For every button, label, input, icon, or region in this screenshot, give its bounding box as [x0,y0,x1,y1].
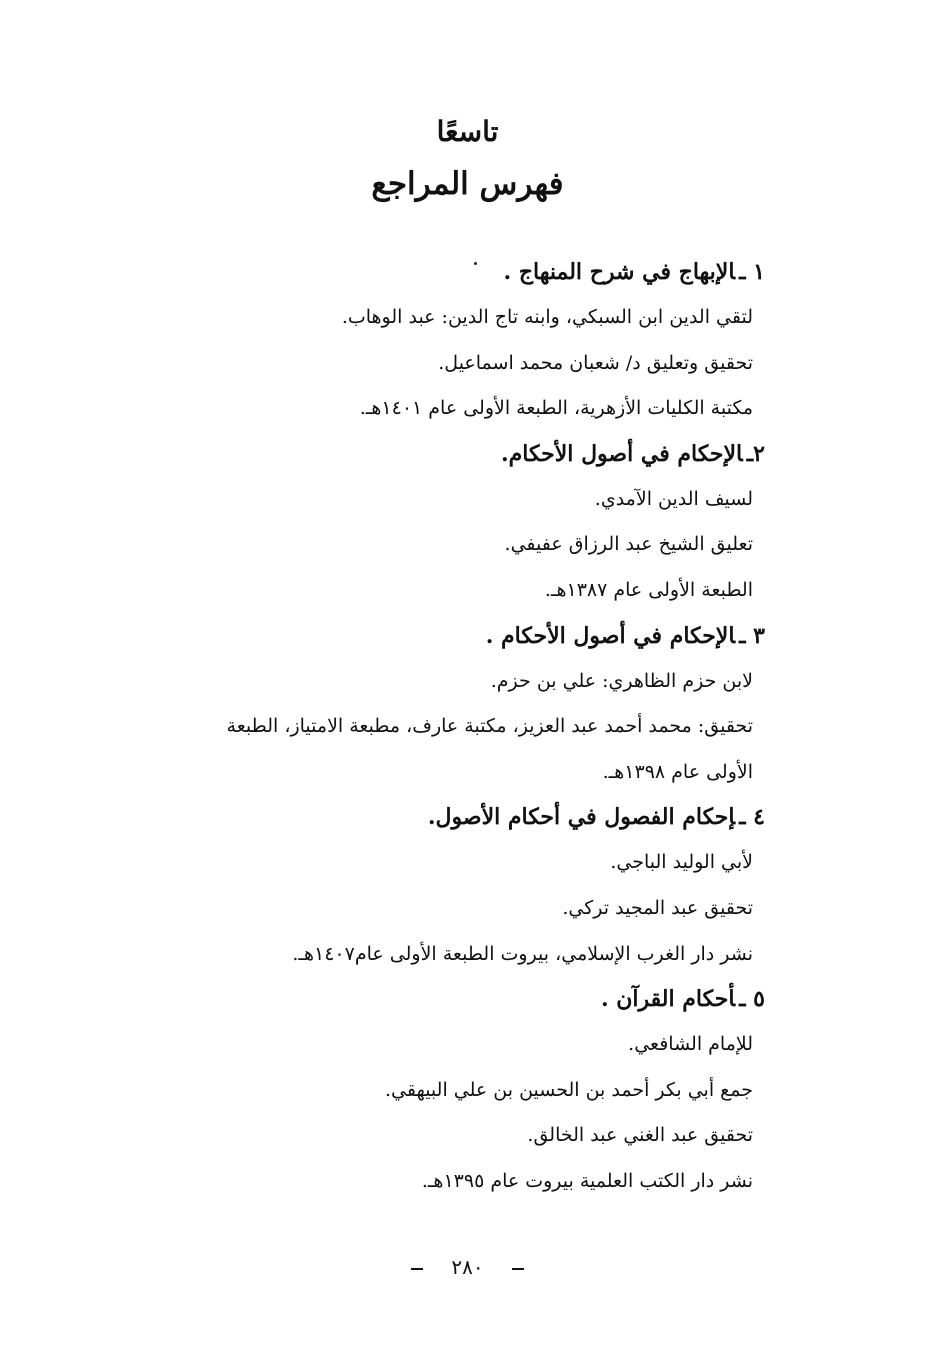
entry-title [55,250,765,295]
entry-line: تحقيق وتعليق د/ شعبان محمد اسماعيل. [438,351,753,374]
reference-entry [55,614,765,796]
references-list [55,250,765,1205]
entry-line: لسيف الدين الآمدي. [594,487,753,510]
footer-dash [411,1268,423,1270]
entry-line: الأولى عام ١٣٩٨هـ. [602,760,753,783]
entry-number: ٣ ـ [739,622,765,649]
entry-number: ١ ـ [739,259,765,285]
entry-number: ٥ ـ [739,986,765,1013]
page-title: فهرس المراجع [371,166,564,202]
section-heading: تاسعًا [436,115,499,148]
entry-title [55,977,765,1022]
entry-line: لابن حزم الظاهري: علي بن حزم. [490,669,753,692]
entry-number: ٢ـ [746,440,765,467]
entry-line: لتقي الدين ابن السبكي، وابنه تاج الدين: عبد الوهاب. [341,306,753,328]
entry-title-text: الإحكام في أصول الأحكام. [501,440,743,467]
footer-dash [512,1268,524,1270]
entry-title [55,795,765,840]
entry-title [55,432,765,477]
entry-line: نشر دار الكتب العلمية بيروت عام ١٣٩٥هـ. [421,1169,753,1192]
entry-line: تحقيق عبد الغني عبد الخالق. [527,1124,753,1147]
entry-line: تعليق الشيخ عبد الرزاق عفيفي. [504,533,753,556]
entry-line: تحقيق عبد المجيد تركي. [562,896,753,919]
reference-entry [55,250,765,432]
entry-line: مكتبة الكليات الأزهرية، الطبعة الأولى عام ١٤٠١هـ. [359,397,753,420]
entry-line: لأبي الوليد الباجي. [610,851,753,874]
entry-title-text: إحكام الفصول في أحكام الأصول. [427,804,736,831]
entry-title [55,614,765,659]
entry-title-text: الإبهاج في شرح المنهاج . [503,259,736,285]
entry-line: تحقيق: محمد أحمد عبد العزيز، مكتبة عارف، مطبعة الامتياز، الطبعة [226,715,753,738]
reference-entry [55,432,765,614]
entry-title-text: أحكام القرآن . [600,986,736,1013]
reference-entry [55,977,765,1204]
entry-line: نشر دار الغرب الإسلامي، بيروت الطبعة الأولى عام١٤٠٧هـ. [292,942,753,965]
entry-line: الطبعة الأولى عام ١٣٨٧هـ. [544,578,753,601]
entry-line: للإمام الشافعي. [628,1033,753,1056]
entry-title-text: الإحكام في أصول الأحكام . [485,622,736,649]
entry-number: ٤ ـ [739,804,765,831]
reference-entry [55,795,765,977]
entry-line: جمع أبي بكر أحمد بن الحسين بن علي البيهقي. [384,1078,753,1101]
page-number: ٢٨٠ [451,1255,484,1279]
page-footer [0,1252,935,1282]
